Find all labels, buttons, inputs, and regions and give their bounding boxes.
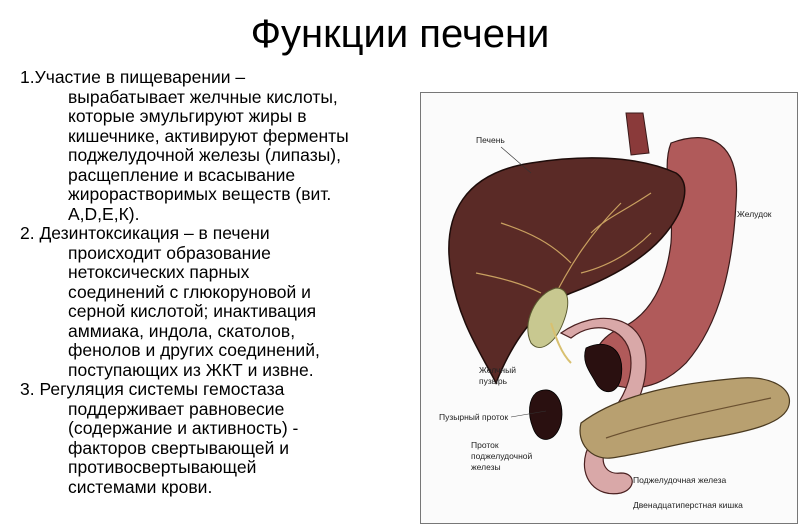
list-line: происходит образование — [68, 242, 271, 263]
list-line: 1.Участие в пищеварении – — [20, 67, 246, 87]
anatomy-illustration — [420, 92, 798, 524]
label-duodenum: Двенадцатиперстная кишка — [633, 500, 743, 510]
list-line: системами крови. — [68, 476, 213, 497]
list-line: факторов свертывающей и — [68, 437, 289, 458]
list-line: 2. Дезинтоксикация – в печени — [20, 223, 270, 243]
list-line: нетоксических парных — [68, 262, 250, 282]
label-liver: Печень — [476, 135, 505, 145]
list-line: серной кислотой; инактивация — [68, 301, 317, 321]
label-cystic-duct: Пузырный проток — [439, 412, 509, 422]
function-item-digestion — [20, 68, 415, 224]
list-line: поддерживает равновесие — [68, 398, 285, 419]
list-line: вырабатывает желчные кислоты, — [68, 86, 338, 107]
slide-title: Функции печени — [250, 12, 550, 56]
list-line: жирорастворимых веществ (вит. — [68, 184, 332, 204]
duodenum-lumen-lower — [529, 390, 562, 440]
functions-list — [20, 68, 415, 497]
label-pancreas: Поджелудочная железа — [633, 475, 727, 485]
label-gallbladder-1: Желчный — [479, 365, 516, 375]
list-line: расщепление и всасывание — [68, 164, 296, 185]
label-pancreatic-duct-1: Проток — [471, 440, 499, 450]
list-line: противосвертывающей — [68, 457, 257, 477]
list-line: А,D,Е,К). — [68, 203, 140, 224]
anatomy-svg — [421, 93, 797, 523]
list-line: (содержание и активность) - — [68, 418, 299, 438]
function-item-detoxification — [20, 224, 415, 380]
label-pancreatic-duct-3: железы — [471, 462, 501, 472]
list-line: 3. Регуляция системы гемостаза — [20, 379, 285, 399]
list-line: поступающих из ЖКТ и извне. — [68, 359, 314, 380]
function-item-hemostasis — [20, 380, 415, 497]
list-line: которые эмульгируют жиры в — [68, 106, 307, 126]
label-pancreatic-duct-2: поджелудочной — [471, 451, 533, 461]
esophagus-shape — [626, 113, 649, 155]
list-line: соединений с глюкоруновой и — [68, 281, 311, 302]
list-line: фенолов и других соединений, — [68, 340, 320, 360]
list-line: кишечнике, активируют ферменты — [68, 125, 349, 146]
label-gallbladder-2: пузырь — [479, 376, 508, 386]
list-line: поджелудочной железы (липазы), — [68, 145, 341, 165]
label-stomach: Желудок — [737, 209, 772, 219]
duodenum-lumen — [585, 344, 622, 392]
list-line: аммиака, индола, скатолов, — [68, 320, 296, 341]
